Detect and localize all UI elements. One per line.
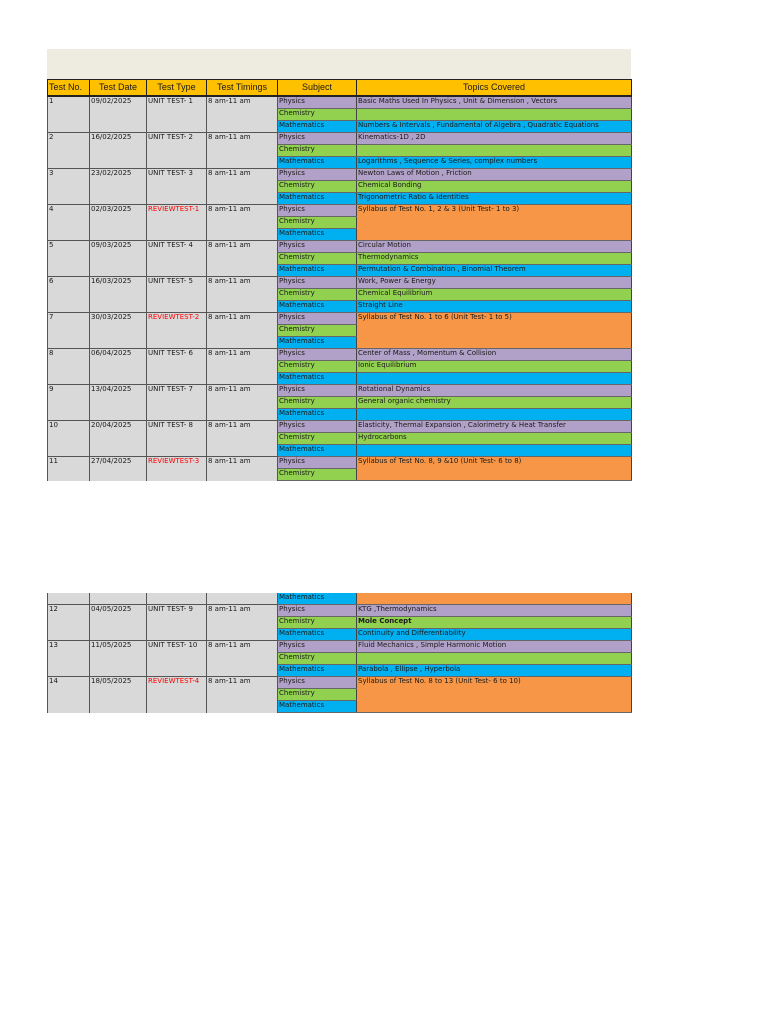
topic-mathematics: Logarithms , Sequence & Series, complex numbers [357,157,632,169]
test-timings: 8 am-11 am [207,241,278,277]
subject-mathematics: Mathematics [278,445,357,457]
test-type: REVIEWTEST-1 [147,205,207,241]
topic-physics: Work, Power & Energy [357,277,632,289]
test-number: 13 [48,641,90,677]
test-type: UNIT TEST- 7 [147,385,207,421]
header-test-no: Test No. [48,80,90,97]
review-syllabus: Syllabus of Test No. 8 to 13 (Unit Test- 6 to 10) [357,677,632,713]
subject-chemistry: Chemistry [278,433,357,445]
subject-chemistry: Chemistry [278,325,357,337]
continuation-cell [207,593,278,605]
subject-mathematics: Mathematics [278,157,357,169]
table-row [48,277,632,289]
subject-mathematics: Mathematics [278,193,357,205]
test-timings: 8 am-11 am [207,457,278,481]
test-type: UNIT TEST- 9 [147,605,207,641]
topic-chemistry: Chemical Bonding [357,181,632,193]
subject-chemistry: Chemistry [278,145,357,157]
subject-chemistry: Chemistry [278,653,357,665]
subject-physics: Physics [278,349,357,361]
test-timings: 8 am-11 am [207,277,278,313]
continuation-cell [48,593,90,605]
test-type: UNIT TEST- 3 [147,169,207,205]
continuation-cell [147,593,207,605]
table-row [48,457,632,469]
subject-mathematics: Mathematics [278,301,357,313]
topic-physics: KTG ,Thermodynamics [357,605,632,617]
test-type: UNIT TEST- 1 [147,96,207,133]
subject-mathematics: Mathematics [278,593,357,605]
topic-mathematics: Parabola , Ellipse , Hyperbola [357,665,632,677]
test-number: 7 [48,313,90,349]
subject-mathematics: Mathematics [278,701,357,713]
test-number: 10 [48,421,90,457]
review-syllabus: Syllabus of Test No. 1, 2 & 3 (Unit Test- 1 to 3) [357,205,632,241]
test-date: 23/02/2025 [90,169,147,205]
topic-chemistry: Mole Concept [357,617,632,629]
test-number: 1 [48,96,90,133]
test-date: 02/03/2025 [90,205,147,241]
test-number: 4 [48,205,90,241]
test-type: REVIEWTEST-2 [147,313,207,349]
subject-physics: Physics [278,641,357,653]
table-row [48,385,632,397]
test-date: 13/04/2025 [90,385,147,421]
test-date: 09/03/2025 [90,241,147,277]
topic-chemistry: Hydrocarbons [357,433,632,445]
table-row [48,421,632,433]
test-number: 12 [48,605,90,641]
table-row [48,96,632,109]
test-timings: 8 am-11 am [207,96,278,133]
test-type: UNIT TEST- 10 [147,641,207,677]
subject-chemistry: Chemistry [278,217,357,229]
topic-physics: Basic Maths Used In Physics , Unit & Dimension , Vectors [357,96,632,109]
test-date: 06/04/2025 [90,349,147,385]
test-number: 3 [48,169,90,205]
test-date: 16/02/2025 [90,133,147,169]
test-timings: 8 am-11 am [207,605,278,641]
topic-mathematics: Straight Line [357,301,632,313]
test-date: 18/05/2025 [90,677,147,713]
topic-mathematics: Continuity and Differentiability [357,629,632,641]
subject-mathematics: Mathematics [278,265,357,277]
topic-mathematics: Numbers & Intervals , Fundamental of Algebra , Quadratic Equations [357,121,632,133]
table-row [48,169,632,181]
topic-physics: Circular Motion [357,241,632,253]
test-type: UNIT TEST- 4 [147,241,207,277]
test-date: 27/04/2025 [90,457,147,481]
test-type: REVIEWTEST-3 [147,457,207,481]
topic-chemistry: General organic chemistry [357,397,632,409]
subject-physics: Physics [278,241,357,253]
subject-chemistry: Chemistry [278,397,357,409]
test-timings: 8 am-11 am [207,169,278,205]
test-type: UNIT TEST- 5 [147,277,207,313]
subject-chemistry: Chemistry [278,109,357,121]
subject-physics: Physics [278,169,357,181]
subject-chemistry: Chemistry [278,361,357,373]
table-row [48,241,632,253]
subject-physics: Physics [278,385,357,397]
topic-physics: Fluid Mechanics , Simple Harmonic Motion [357,641,632,653]
subject-chemistry: Chemistry [278,469,357,481]
topic-physics: Center of Mass , Momentum & Collision [357,349,632,361]
topic-chemistry [357,109,632,121]
header-subject: Subject [278,80,357,97]
test-timings: 8 am-11 am [207,349,278,385]
review-syllabus: Syllabus of Test No. 1 to 6 (Unit Test- 1 to 5) [357,313,632,349]
table-row [48,349,632,361]
review-syllabus: Syllabus of Test No. 8, 9 &10 (Unit Test- 6 to 8) [357,457,632,481]
table-row [48,641,632,653]
test-timings: 8 am-11 am [207,133,278,169]
subject-chemistry: Chemistry [278,689,357,701]
table-row [48,605,632,617]
subject-chemistry: Chemistry [278,289,357,301]
subject-physics: Physics [278,605,357,617]
test-timings: 8 am-11 am [207,205,278,241]
test-number: 2 [48,133,90,169]
test-number: 6 [48,277,90,313]
header-test-timings: Test Timings [207,80,278,97]
subject-physics: Physics [278,457,357,469]
table-row [48,677,632,689]
subject-mathematics: Mathematics [278,121,357,133]
topic-chemistry [357,653,632,665]
continuation-cell [90,593,147,605]
subject-chemistry: Chemistry [278,181,357,193]
topic-mathematics [357,445,632,457]
header-test-date: Test Date [90,80,147,97]
header-row [48,80,632,97]
subject-mathematics: Mathematics [278,337,357,349]
subject-physics: Physics [278,205,357,217]
table-row-continuation [48,593,632,605]
topic-physics: Elasticity, Thermal Expansion , Calorimetry & Heat Transfer [357,421,632,433]
test-number: 11 [48,457,90,481]
topic-chemistry: Ionic Equilibrium [357,361,632,373]
topic-physics: Kinematics-1D , 2D [357,133,632,145]
subject-physics: Physics [278,277,357,289]
review-syllabus-continuation [357,593,632,605]
test-number: 9 [48,385,90,421]
test-type: UNIT TEST- 6 [147,349,207,385]
test-date: 04/05/2025 [90,605,147,641]
test-timings: 8 am-11 am [207,677,278,713]
subject-chemistry: Chemistry [278,253,357,265]
table-row [48,205,632,217]
test-type: UNIT TEST- 8 [147,421,207,457]
test-number: 8 [48,349,90,385]
topic-physics: Newton Laws of Motion , Friction [357,169,632,181]
topic-mathematics: Permutation & Combination , Binomial Theorem [357,265,632,277]
topic-mathematics [357,409,632,421]
topic-mathematics: Trigonometric Ratio & Identities [357,193,632,205]
topic-chemistry: Thermodynamics [357,253,632,265]
table-row [48,313,632,325]
test-timings: 8 am-11 am [207,313,278,349]
schedule-table-page-2 [47,593,632,713]
test-number: 14 [48,677,90,713]
subject-mathematics: Mathematics [278,629,357,641]
test-type: UNIT TEST- 2 [147,133,207,169]
header-test-type: Test Type [147,80,207,97]
test-timings: 8 am-11 am [207,385,278,421]
topic-physics: Rotational Dynamics [357,385,632,397]
topic-mathematics [357,373,632,385]
test-type: REVIEWTEST-4 [147,677,207,713]
subject-physics: Physics [278,133,357,145]
test-date: 20/04/2025 [90,421,147,457]
subject-chemistry: Chemistry [278,617,357,629]
table-row [48,133,632,145]
subject-mathematics: Mathematics [278,665,357,677]
header-topics-covered: Topics Covered [357,80,632,97]
subject-mathematics: Mathematics [278,229,357,241]
test-number: 5 [48,241,90,277]
subject-physics: Physics [278,96,357,109]
subject-mathematics: Mathematics [278,409,357,421]
test-date: 16/03/2025 [90,277,147,313]
test-date: 09/02/2025 [90,96,147,133]
test-date: 11/05/2025 [90,641,147,677]
test-timings: 8 am-11 am [207,421,278,457]
schedule-table-page-1 [47,79,632,481]
subject-physics: Physics [278,421,357,433]
test-timings: 8 am-11 am [207,641,278,677]
subject-physics: Physics [278,313,357,325]
subject-mathematics: Mathematics [278,373,357,385]
title-banner [47,49,631,79]
topic-chemistry [357,145,632,157]
subject-physics: Physics [278,677,357,689]
topic-chemistry: Chemical Equilibrium [357,289,632,301]
test-date: 30/03/2025 [90,313,147,349]
